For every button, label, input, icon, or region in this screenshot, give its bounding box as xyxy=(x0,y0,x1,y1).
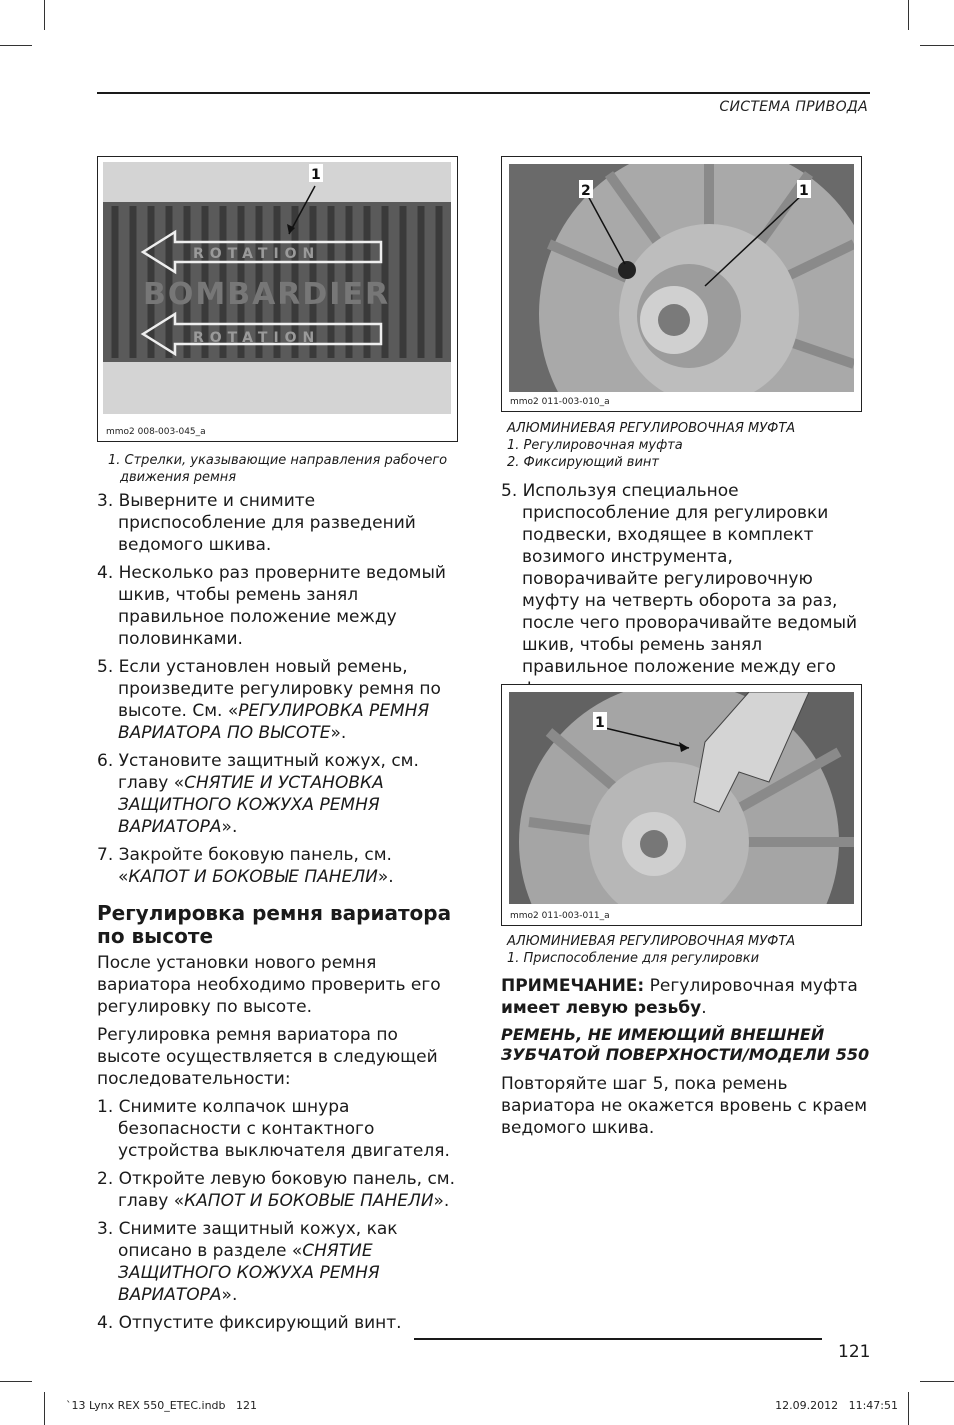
step-item: 4. Отпустите фиксирующий винт. xyxy=(97,1313,402,1333)
callout-number: 1 xyxy=(595,715,605,731)
step-item: 5. Используя специальное приспособление для регулировки подвески, входящее в комплект возимого инструмента, поворачивайте регулировочную муфту на четверть оборота за раз, после чего проворачивайте ведомый шкив, чтобы ремень занял правильное положение между его xyxy=(501,481,858,677)
left-column xyxy=(97,490,465,1340)
callout-number: 1 xyxy=(311,167,321,183)
footer-rule xyxy=(414,1338,822,1340)
clutch-photo xyxy=(509,164,854,392)
paragraph: Повторяйте шаг 5, пока ремень вариатора не окажется вровень с краем ведомого шкива. xyxy=(501,1074,868,1138)
page-number: 121 xyxy=(838,1342,871,1362)
figure-id: mmo2 011-003-010_a xyxy=(510,397,610,407)
step-item: 5. Если установлен новый ремень, произведите регулировку ремня по высоте. См. «РЕГУЛИРОВКА РЕМНЯ ВАРИАТОРА ПО ВЫСОТЕ». xyxy=(97,657,441,743)
section-heading: Регулировка ремня вариатора по высоте xyxy=(97,901,452,948)
belt-text-rotation-top: ROTATION xyxy=(193,246,321,262)
step-item: 7. Закройте боковую панель, см. «КАПОТ И БОКОВЫЕ ПАНЕЛИ». xyxy=(97,845,394,887)
step-item: 3. Выверните и снимите приспособление для разведений ведомого шкива. xyxy=(97,491,416,555)
note: ПРИМЕЧАНИЕ: Регулировочная муфта имеет левую резьбу. xyxy=(501,976,858,1018)
legend-item: 2. Фиксирующий винт xyxy=(507,455,659,470)
crop-mark xyxy=(44,1392,45,1425)
header-rule xyxy=(97,92,870,94)
crop-mark xyxy=(908,0,909,30)
step-item: 1. Снимите колпачок шнура безопасности с контактного устройства выключателя двигателя. xyxy=(97,1097,450,1161)
crop-mark xyxy=(920,45,954,46)
paragraph: После установки нового ремня вариатора необходимо проверить его регулировку по высоте. xyxy=(97,953,441,1017)
cross-reference: СНЯТИЕ ЗАЩИТНОГО КОЖУХА РЕМНЯ ВАРИАТОРА xyxy=(118,1241,380,1305)
paragraph: Регулировка ремня вариатора по высоте осуществляется в следующей последовательности: xyxy=(97,1025,438,1089)
belt-photo xyxy=(103,162,451,414)
note-label: ПРИМЕЧАНИЕ: xyxy=(501,976,645,996)
legend-item: 1. Стрелки, указывающие направления рабочего xyxy=(108,453,448,468)
crop-mark xyxy=(0,45,32,46)
crop-mark xyxy=(0,1381,32,1382)
legend-item-cont: движения ремня xyxy=(120,470,237,485)
figure3-caption xyxy=(507,933,867,967)
crop-mark xyxy=(908,1392,909,1425)
cross-reference: КАПОТ И БОКОВЫЕ ПАНЕЛИ xyxy=(128,867,378,887)
footer-date: 12.09.2012 11:47:51 xyxy=(775,1399,898,1412)
cross-reference: РЕГУЛИРОВКА РЕМНЯ ВАРИАТОРА ПО ВЫСОТЕ xyxy=(118,701,430,743)
cross-reference: СНЯТИЕ И УСТАНОВКА ЗАЩИТНОГО КОЖУХА РЕМНЯ ВАРИАТОРА xyxy=(118,773,384,837)
figure-id: mmo2 011-003-011_a xyxy=(510,911,610,921)
figure2-caption xyxy=(507,420,867,471)
right-column-bottom xyxy=(501,975,871,1145)
cross-reference: КАПОТ И БОКОВЫЕ ПАНЕЛИ xyxy=(184,1191,434,1211)
step-item: 6. Установите защитный кожух, см. главу «СНЯТИЕ И УСТАНОВКА ЗАЩИТНОГО КОЖУХА РЕМНЯ ВАРИАТОРА». xyxy=(97,751,419,837)
callout-number-2: 2 xyxy=(581,183,591,199)
right-column-step xyxy=(501,480,869,706)
section-title: СИСТЕМА ПРИВОДА xyxy=(719,99,868,115)
figure-adjustment-ring xyxy=(501,156,862,412)
belt-text-rotation-bottom: ROTATION xyxy=(193,330,321,346)
belt-text-brand: BOMBARDIER xyxy=(143,277,391,312)
figure-belt xyxy=(97,156,458,442)
tool-photo xyxy=(509,692,854,904)
crop-mark xyxy=(920,1381,954,1382)
footer-file: `13 Lynx REX 550_ETEC.indb 121 xyxy=(66,1399,257,1412)
callout-number-1: 1 xyxy=(799,183,809,199)
figure-title: АЛЮМИНИЕВАЯ РЕГУЛИРОВОЧНАЯ МУФТА xyxy=(507,934,796,949)
step-item: 3. Снимите защитный кожух, как описано в разделе «СНЯТИЕ ЗАЩИТНОГО КОЖУХА РЕМНЯ ВАРИАТОРА». xyxy=(97,1219,398,1305)
step-item: 4. Несколько раз проверните ведомый шкив, чтобы ремень занял правильное положение между половинками. xyxy=(97,563,446,649)
figure1-legend xyxy=(108,452,460,486)
legend-item: 1. Регулировочная муфта xyxy=(507,438,683,453)
crop-mark xyxy=(44,0,45,30)
subheading: РЕМЕНЬ, НЕ ИМЕЮЩИЙ ВНЕШНЕЙ ЗУБЧАТОЙ ПОВЕРХНОСТИ/МОДЕЛИ 550 xyxy=(501,1025,870,1064)
step-item: 2. Откройте левую боковую панель, см. главу «КАПОТ И БОКОВЫЕ ПАНЕЛИ». xyxy=(97,1169,456,1211)
figure-adjusting-tool xyxy=(501,684,862,926)
figure-id: mmo2 008-003-045_a xyxy=(106,427,206,437)
figure-title: АЛЮМИНИЕВАЯ РЕГУЛИРОВОЧНАЯ МУФТА xyxy=(507,421,796,436)
legend-item: 1. Приспособление для регулировки xyxy=(507,951,760,966)
